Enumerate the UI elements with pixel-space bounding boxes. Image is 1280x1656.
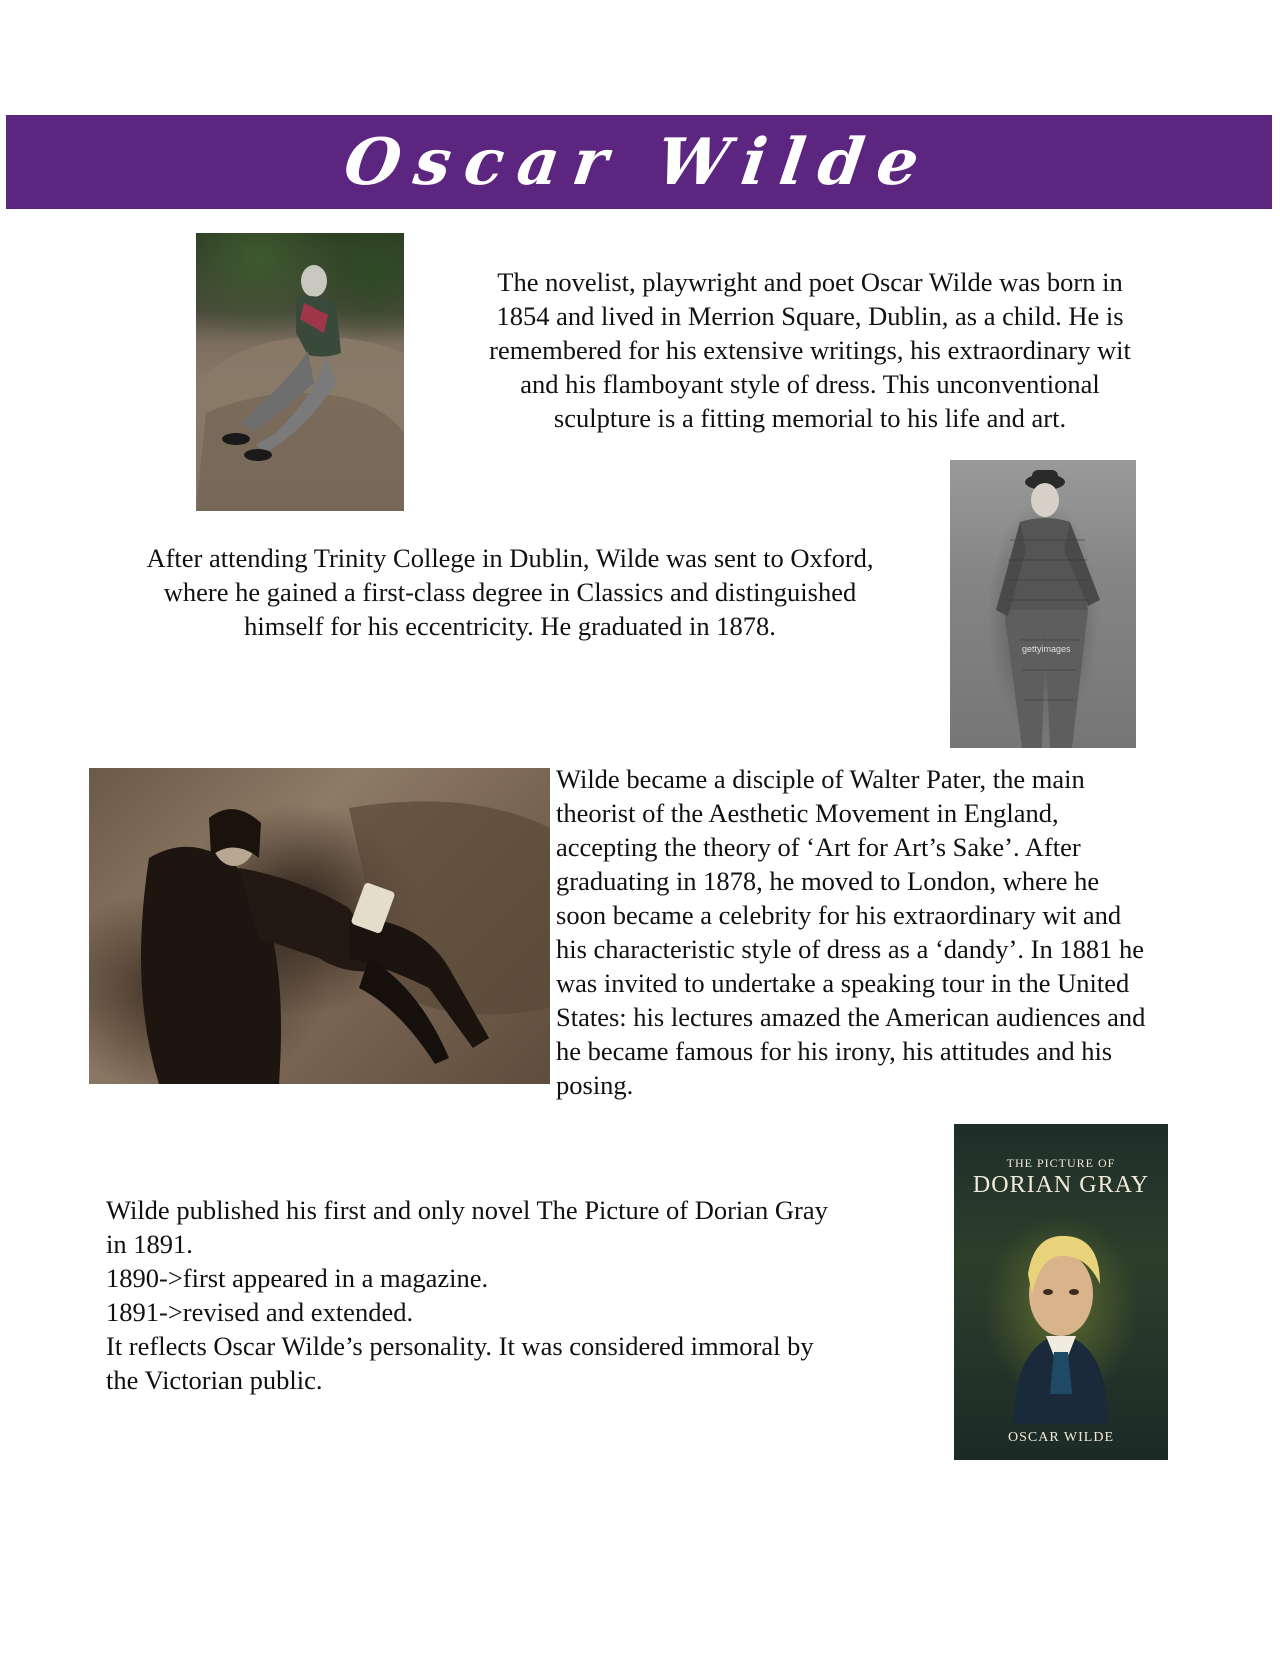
statue-photo-icon (196, 233, 404, 511)
statue-illustration (196, 233, 404, 511)
getty-watermark: gettyimages (1022, 644, 1071, 654)
page-title: Oscar Wilde (340, 124, 938, 200)
book-cover-author: OSCAR WILDE (1007, 1430, 1115, 1445)
intro-paragraph: The novelist, playwright and poet Oscar Wilde was born in 1854 and lived in Merrion Square, Dublin, as a child. He is remembered for his extensive writings, his extraordinary wit and his flamboyant style of dress. This unconventional sculpture is a fitting memorial to his life and art. (489, 267, 1131, 433)
portrait-illustration (950, 460, 1136, 748)
aesthetic-paragraph: Wilde became a disciple of Walter Pater, the main theorist of the Aesthetic Movement in England, accepting the theory of ‘Art for Art’s Sake’. After graduating in 1878, he moved to London, where he soon became a celebrity for his extraordinary wit and his characteristic style of dress as a ‘dandy’. In 1881 he was invited to undertake a speaking tour in the United States: his lectures amazed the American audiences and he became famous for his irony, his attitudes and his posing. (556, 764, 1146, 1100)
title-banner (6, 115, 1272, 209)
book-cover-title: DORIAN GRAY (972, 1172, 1150, 1198)
reclining-illustration (89, 768, 550, 1084)
reclining-photo-icon (89, 768, 550, 1084)
education-paragraph: After attending Trinity College in Dublin, Wilde was sent to Oxford, where he gained a first-class degree in Classics and distinguished himself for his eccentricity. He graduated in 1878. (146, 543, 874, 641)
novel-paragraph: Wilde published his first and only novel The Picture of Dorian Gray in 1891. 1890->first appeared in a magazine. 1891->revised and extended. It reflects Oscar Wilde’s personality. It was considered immoral by the Victorian public. (106, 1195, 828, 1395)
portrait-photo-icon (950, 460, 1136, 748)
book-cover-icon (954, 1124, 1168, 1460)
book-cover-subtitle: THE PICTURE OF (1006, 1156, 1116, 1170)
